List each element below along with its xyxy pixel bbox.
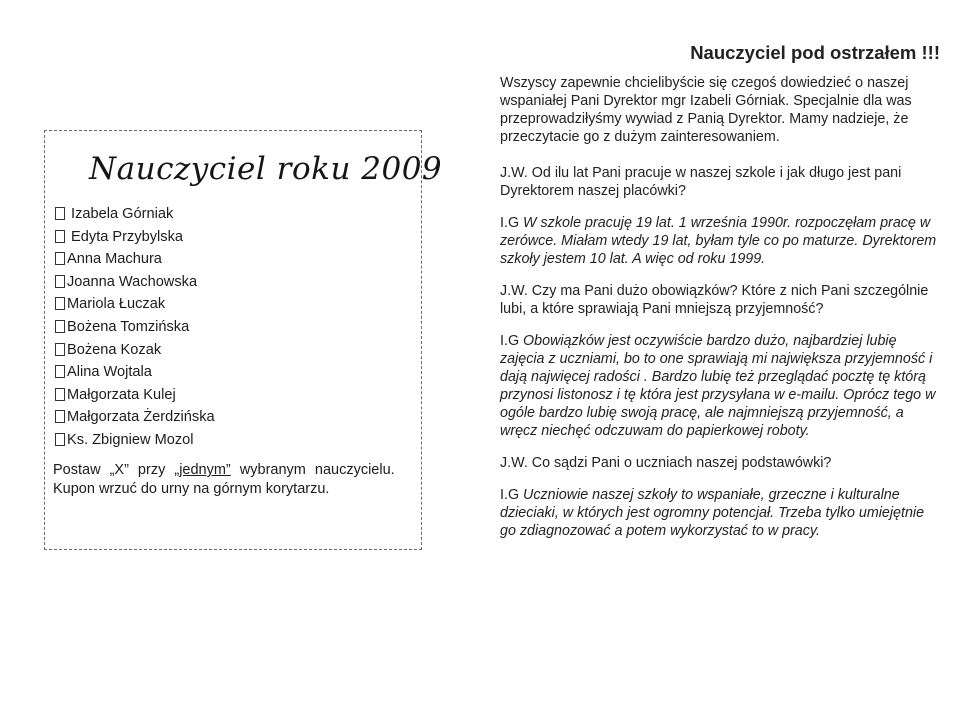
instruction-prefix: Postaw „X” przy xyxy=(53,462,175,478)
checkbox-icon[interactable] xyxy=(55,207,65,220)
candidate-item xyxy=(55,293,215,316)
question-3: J.W. Co sądzi Pani o uczniach naszej podstawówki? xyxy=(500,455,832,471)
checkbox-icon[interactable] xyxy=(55,433,65,446)
candidate-name: Izabela Górniak xyxy=(67,206,174,222)
checkbox-icon[interactable] xyxy=(55,320,65,333)
candidate-name: Bożena Kozak xyxy=(67,341,162,358)
instruction-emphasis: „jednym” xyxy=(174,462,231,478)
candidate-name: Mariola Łuczak xyxy=(67,296,166,313)
voting-instructions xyxy=(53,461,413,499)
answer-text: Uczniowie naszej szkoły to wspaniałe, grzeczne i kulturalne dzieciaki, w których jest ogromny potencjał. Trzeba tylko umiejętnie go zdiagnozować a potem wykorzystać to w pracy. xyxy=(500,487,925,539)
candidate-item xyxy=(55,361,215,384)
checkbox-icon[interactable] xyxy=(55,410,65,423)
answer-speaker: I.G xyxy=(500,487,520,503)
checkbox-icon[interactable] xyxy=(55,365,65,378)
candidate-name: Małgorzata Żerdzińska xyxy=(67,409,215,426)
candidate-name: Bożena Tomzińska xyxy=(67,318,190,335)
candidate-item xyxy=(55,429,215,452)
candidate-name: Anna Machura xyxy=(67,251,162,268)
checkbox-icon[interactable] xyxy=(55,343,65,356)
coupon-title: Nauczyciel roku 2009 xyxy=(89,151,443,187)
question-1: J.W. Od ilu lat Pani pracuje w naszej szkole i jak długo jest pani Dyrektorem naszej placówki? xyxy=(500,165,902,199)
article-title: Nauczyciel pod ostrzałem !!! xyxy=(690,42,940,63)
checkbox-icon[interactable] xyxy=(55,230,65,243)
answer-speaker: I.G xyxy=(500,333,520,349)
article-intro: Wszyscy zapewnie chcielibyście się czegoś dowiedzieć o naszej wspaniałej Pani Dyrektor mgr Izabeli Górniak. Specjalnie dla was przeprowadziłyśmy wywiad z Panią Dyrektor. Mamy nadzieje, że przeczytacie go z dużym zainteresowaniem. xyxy=(500,75,912,145)
candidate-name: Alina Wojtala xyxy=(67,364,152,381)
candidate-item xyxy=(55,406,215,429)
answer-speaker: I.G xyxy=(500,215,520,231)
candidate-item xyxy=(55,384,215,407)
candidate-name: Ks. Zbigniew Mozol xyxy=(67,431,194,448)
candidate-name: Joanna Wachowska xyxy=(67,273,198,290)
voting-coupon xyxy=(44,130,443,550)
checkbox-icon[interactable] xyxy=(55,297,65,310)
candidate-item xyxy=(55,248,215,271)
checkbox-icon[interactable] xyxy=(55,275,65,288)
checkbox-icon[interactable] xyxy=(55,388,65,401)
instruction-line xyxy=(53,461,413,480)
answer-1 xyxy=(500,214,940,268)
question-2: J.W. Czy ma Pani dużo obowiązków? Które z nich Pani szczególnie lubi, a które sprawiają Pani mniejszą przyjemność? xyxy=(500,283,929,317)
candidate-item xyxy=(55,316,215,339)
interview-article xyxy=(500,42,940,554)
candidate-name: Małgorzata Kulej xyxy=(67,386,176,403)
answer-text: W szkole pracuję 19 lat. 1 września 1990r. rozpoczęłam pracę w zerówce. Miałam wtedy 19 lat, byłam tyle co po maturze. Dyrektorem szkoły jestem 10 lat. A więc od roku 1999. xyxy=(500,215,937,267)
candidate-name: Edyta Przybylska xyxy=(67,228,183,245)
answer-text: Obowiązków jest oczywiście bardzo dużo, najbardziej lubię zajęcia z uczniami, bo to one sprawiają mi największa przyjemność i dają najwięcej radości . Bardzo lubię też przeglądać pocztę tę którą przynosi listonosz i tę która jest przysyłana w e-mailu. Oprócz tego w ogóle bardzo lubię swoją pracę, ale najmniejszą przyjemność, a wręcz niechęć odczuwam do papierkowej roboty. xyxy=(500,333,936,439)
candidate-item xyxy=(55,226,215,249)
answer-3 xyxy=(500,486,940,540)
candidate-item xyxy=(55,339,215,362)
answer-2 xyxy=(500,332,940,440)
instruction-suffix: wybranym nauczycielu. xyxy=(230,462,395,478)
checkbox-icon[interactable] xyxy=(55,252,65,265)
candidate-list xyxy=(55,203,215,452)
instruction-line-2: Kupon wrzuć do urny na górnym korytarzu. xyxy=(53,481,330,497)
candidate-item xyxy=(55,271,215,294)
candidate-item xyxy=(55,203,215,226)
